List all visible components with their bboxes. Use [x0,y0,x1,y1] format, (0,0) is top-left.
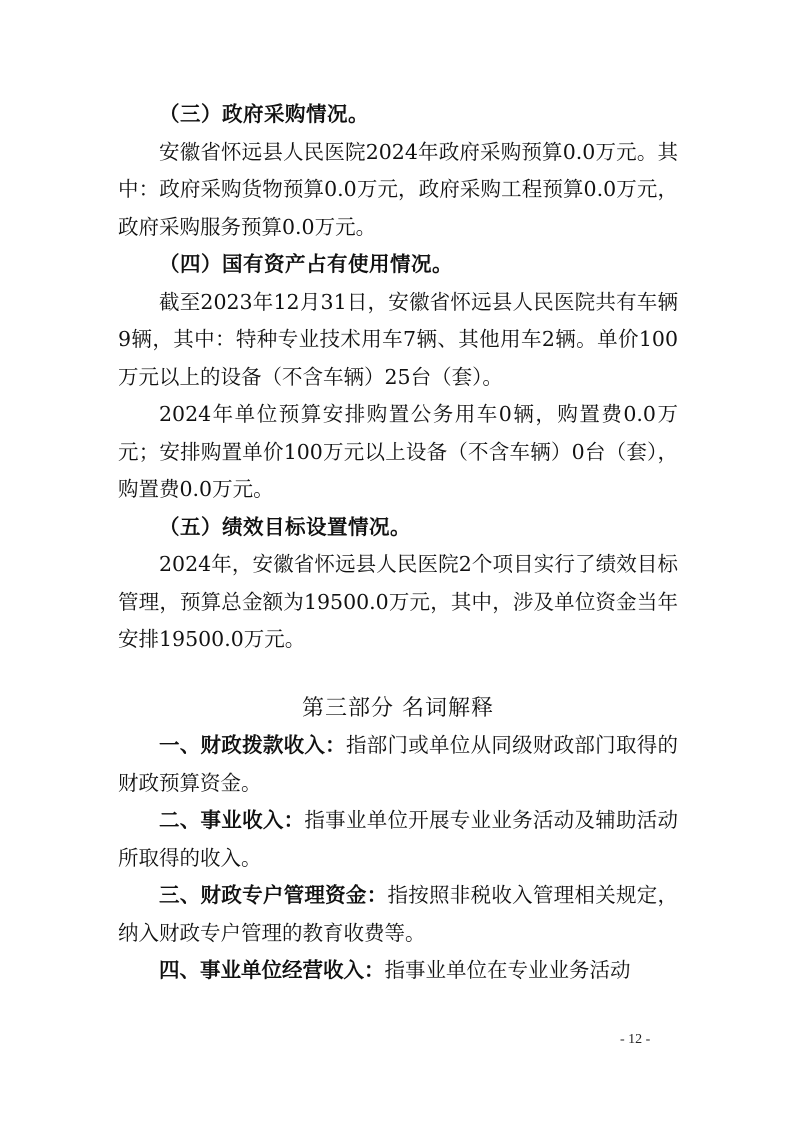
term-label: 三、财政专户管理资金： [159,883,388,907]
page-number: - 12 - [620,1032,651,1047]
term-label: 四、事业单位经营收入： [159,958,385,982]
section-heading-procurement: （三）政府采购情况。 [159,102,369,126]
section-heading-assets: （四）国有资产占有使用情况。 [159,252,453,276]
term-label: 二、事业收入： [159,808,305,832]
paragraph-procurement: 安徽省怀远县人民医院2024年政府采购预算0.0万元。其中：政府采购货物预算0.0万元，政府采购工程预算0.0万元，政府采购服务预算0.0万元。 [118,139,678,239]
term-definition: 指部门或单位从同级财政部门取得的财政预算资金。 [118,733,678,795]
term-definition: 指按照非税收入管理相关规定，纳入财政专户管理的教育收费等。 [118,883,679,945]
paragraph-performance: 2024年，安徽省怀远县人民医院2个项目实行了绩效目标管理，预算总金额为19500.0万元，其中，涉及单位资金当年安排19500.0万元。 [118,552,678,651]
section-heading-performance: （五）绩效目标设置情况。 [159,514,411,539]
term-label: 一、财政拨款收入： [159,733,346,757]
paragraph-assets-vehicles: 截至2023年12月31日，安徽省怀远县人民医院共有车辆9辆，其中：特种专业技术用车7辆、其他用车2辆。单价100万元以上的设备（不含车辆）25台（套）。 [118,289,678,389]
part-three-title: 第三部分 名词解释 [302,695,494,721]
paragraph-assets-purchase: 2024年单位预算安排购置公务用车0辆，购置费0.0万元；安排购置单价100万元以上设备（不含车辆）0台（套），购置费0.0万元。 [118,402,678,501]
term-entry-2 [118,802,678,877]
page-content [118,96,678,990]
term-entry-3 [118,877,678,952]
term-definition: 指事业单位开展专业业务活动及辅助活动所取得的收入。 [118,808,679,870]
term-entry-1 [118,727,678,802]
term-definition: 指事业单位在专业业务活动 [384,958,631,982]
term-entry-4 [118,952,678,990]
